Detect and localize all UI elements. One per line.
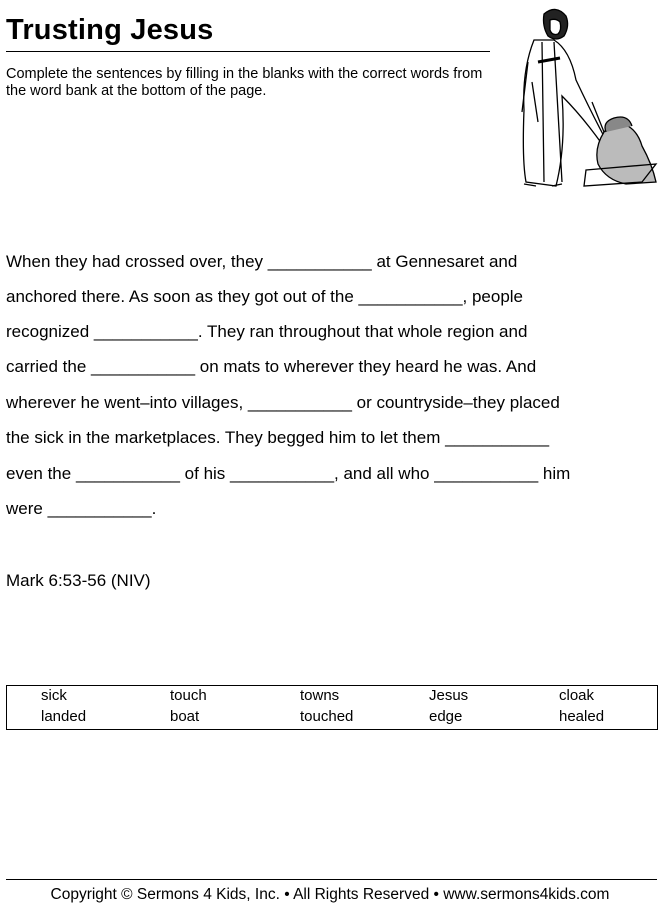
word-bank-word: sick [41, 687, 67, 704]
passage-line: were ___________. [6, 499, 157, 518]
passage-line: recognized ___________. They ran throughout that whole region and [6, 322, 528, 341]
title-divider [6, 51, 490, 52]
word-bank-word: boat [170, 708, 200, 725]
jesus-helping-man-illustration [494, 2, 670, 192]
page-title: Trusting Jesus [6, 14, 214, 46]
passage-line: anchored there. As soon as they got out of the ___________, people [6, 287, 524, 306]
footer-divider [6, 879, 657, 880]
word-bank-word: touched [300, 708, 354, 725]
passage-line: When they had crossed over, they ___________ at Gennesaret and [6, 252, 518, 271]
passage-line: even the ___________ of his ___________, and all who ___________ him [6, 464, 571, 483]
passage-line: the sick in the marketplaces. They begged him to let them ___________ [6, 428, 550, 447]
word-bank-word: touch [170, 687, 207, 704]
word-bank-word: Jesus [429, 687, 469, 704]
passage-line: carried the ___________ on mats to wherever they heard he was. And [6, 357, 537, 376]
passage-line: wherever he went–into villages, ___________ or countryside–they placed [6, 393, 560, 412]
word-bank [6, 685, 658, 730]
word-bank-word: edge [429, 708, 463, 725]
scripture-reference: Mark 6:53-56 (NIV) [6, 571, 151, 590]
word-bank-word: cloak [559, 687, 595, 704]
word-bank-word: towns [300, 687, 340, 704]
word-bank-word: healed [559, 708, 605, 725]
instructions: Complete the sentences by filling in the blanks with the correct words from the word bank at the bottom of the page. [6, 66, 483, 99]
word-bank-word: landed [41, 708, 87, 725]
copyright-footer: Copyright © Sermons 4 Kids, Inc. • All Rights Reserved • www.sermons4kids.com [50, 886, 610, 903]
